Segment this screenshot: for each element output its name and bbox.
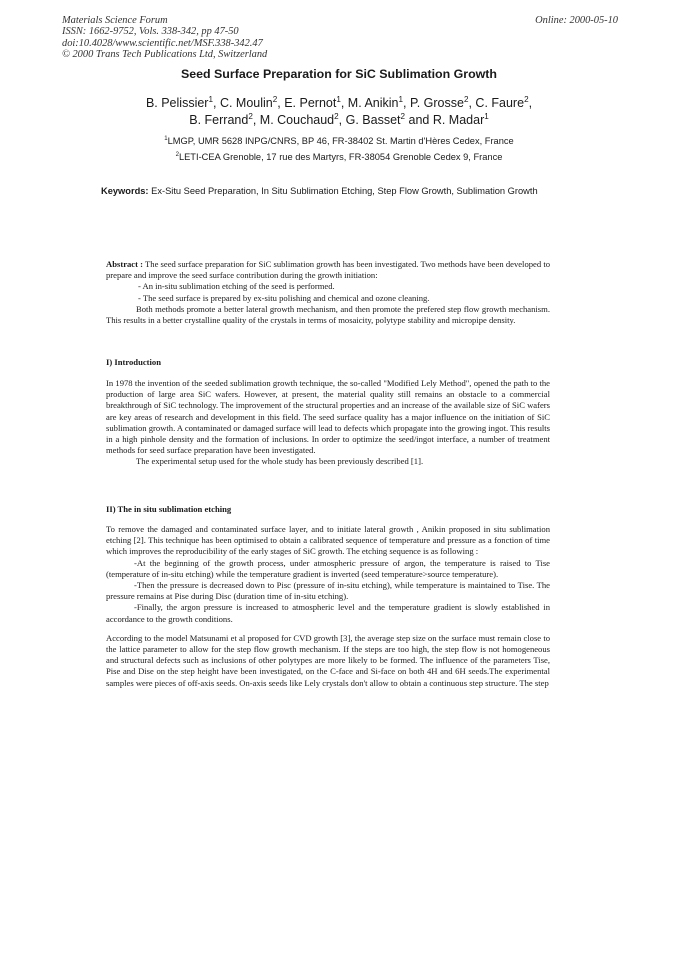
introduction-text xyxy=(106,378,550,468)
abstract-conclusion: Both methods promote a better lateral growth mechanism, and then promote the prefered step flow growth mechanism. This results in a better crystalline quality of the crystals in terms of mosaicity, polytype stability and micropipe density. xyxy=(106,303,550,326)
etching-text xyxy=(106,524,550,689)
author: E. Pernot$^1$, xyxy=(284,94,348,110)
issn-line: ISSN: 1662-9752, Vols. 338-342, pp 47-50 xyxy=(62,26,239,38)
doi-line: doi:10.4028/www.scientific.net/MSF.338-342.47 xyxy=(62,37,263,49)
author: P. Grosse$^2$, xyxy=(409,94,476,110)
affiliation-1: $^1$LMGP, UMR 5628 INPG/CNRS, BP 46, FR-38402 St. Martin d'Hères Cedex, France xyxy=(164,135,514,146)
author: M. Anikin$^1$, xyxy=(347,94,410,110)
author: R. Madar$^1$ xyxy=(432,111,489,127)
abstract-text: The seed surface preparation for SiC sublimation growth has been investigated. Two methods have been developed to prepare and improve the seed surface contribution during the growth initiation: xyxy=(106,259,550,281)
paragraph: According to the model Matsunami et al proposed for CVD growth [3], the average step size on the surface must remain close to the lattice parameter to allow for the step flow growth mechanism. If the steps are too high, the step flow is not homogeneous and structural defects such as inclusions of other polytypes are more likely to be formed. The influence of the parameters Tise, Pise and Dise on the step height have been investigated, on the C-face and Si-face on both 4H and 6H seeds.The experimental samples were pieces of off-axis seeds. On-axis seeds like Lely crystals don't allow to obtain a continuous step structure. The step xyxy=(106,632,550,688)
etching-step: -At the beginning of the growth process, under atmospheric pressure of argon, the temperature is raised to Tise (temperature of in-situ etching) while the temperature gradient is inverted (seed temperature>source temperature). xyxy=(106,557,550,579)
online-date: Online: 2000-05-10 xyxy=(535,15,618,26)
journal-header xyxy=(62,15,267,61)
paper-title: Seed Surface Preparation for SiC Sublimation Growth xyxy=(180,67,498,81)
author: C. Moulin$^2$, xyxy=(219,94,285,110)
copyright-line: © 2000 Trans Tech Publications Ltd, Switzerland xyxy=(62,49,268,61)
abstract-label: Abstract : xyxy=(106,259,144,269)
abstract-bullet: - An in-situ sublimation etching of the seed is performed. xyxy=(138,281,335,292)
author: M. Couchaud$^2$, xyxy=(259,111,346,127)
etching-step: -Finally, the argon pressure is increased to atmospheric level and the temperature gradient is slowly established in accordance to the growth conditions. xyxy=(106,602,550,624)
paragraph: In 1978 the invention of the seeded sublimation growth technique, the so-called "Modified Lely Method", opened the path to the production of large area SiC wafers. However, at present, the material quality still remains an obstacle to a commercial breakthrough of SiC technology. The improvement of the structural properties and an increase of the available size of SiC wafers are key areas of research and development in this field. The seed surface quality has a major influence on the initiation of SiC sublimation growth. A contaminated or damaged surface will lead to defects which propagate into the growing ingot. This results in a high pinhole density and the formation of inclusions. In order to optimize the seed/ingot interface, a number of treatment methods for seed surface preparation have been investigated. xyxy=(106,378,550,456)
keywords xyxy=(101,185,551,197)
section-heading-etching: II) The in situ sublimation etching xyxy=(106,504,232,514)
etching-step: -Then the pressure is decreased down to Pisc (pressure of in-situ etching), while temperature is maintained to Tise. The pressure remains at Pise during Disc (duration time of in-situ etching). xyxy=(106,580,550,602)
keywords-label: Keywords: xyxy=(101,186,149,196)
section-heading-introduction: I) Introduction xyxy=(106,357,161,367)
abstract-bullet: - The seed surface is prepared by ex-situ polishing and chemical and ozone cleaning. xyxy=(138,292,430,303)
author: G. Basset$^2$ and xyxy=(345,111,433,127)
journal-name: Materials Science Forum xyxy=(62,15,168,26)
author: B. Pelissier$^1$, xyxy=(145,94,220,110)
paragraph: To remove the damaged and contaminated surface layer, and to initiate lateral growth , Anikin proposed in situ sublimation etching [2]. This technique has been optimised to obtain a calibrated sequence of temperature and pressure as a fonction of time which improves the reproducibility of the early stages of SiC growth. The etching sequence is as following : xyxy=(106,524,550,557)
paragraph: The experimental setup used for the whole study has been previously described [1]. xyxy=(136,456,424,467)
abstract xyxy=(106,259,550,326)
author-list xyxy=(80,95,598,129)
author: B. Ferrand$^2$, xyxy=(189,111,260,127)
affiliation-2: $^2$LETI-CEA Grenoble, 17 rue des Martyrs, FR-38054 Grenoble Cedex 9, France xyxy=(175,151,503,162)
keywords-text: Ex-Situ Seed Preparation, In Situ Sublimation Etching, Step Flow Growth, Sublimation Growth xyxy=(151,186,538,196)
author: C. Faure$^2$, xyxy=(475,94,533,110)
